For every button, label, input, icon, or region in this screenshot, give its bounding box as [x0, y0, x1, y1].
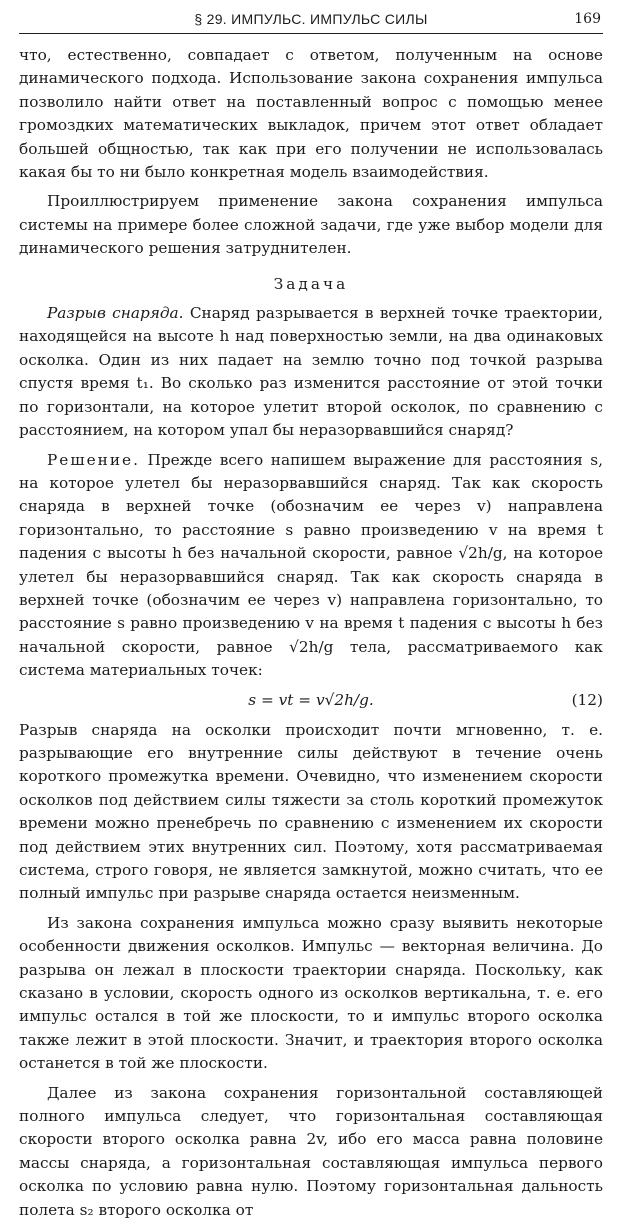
page-number: 169 [574, 11, 601, 27]
paragraph-conclusion: что, естественно, совпадает с ответом, полученным на основе динамического подхода. Использование закона сохранения импульса позволило найти ответ на поставленный вопрос с помощью менее громоздких математических выкладок, причем этот ответ обладает большей общностью, так как при его получении не использовалась какая бы то ни было конкретная модель взаимодействия. [19, 46, 603, 182]
paragraph-explosion: Разрыв снаряда на осколки происходит почти мгновенно, т. е. разрывающие его внутренние силы действуют в течение очень короткого промежутка времени. Очевидно, что изменением скорости осколков под действием силы тяжести за столь короткий промежуток времени можно пренебречь по сравнению с изменением их скорости под действием этих внутренних сил. Поэтому, хотя рассматриваемая система, строго говоря, не является замкнутой, можно считать, что ее полный импульс при разрыве снаряда остается неизменным. [19, 720, 603, 903]
solution-paragraph [19, 449, 603, 683]
equation-formula: s = vt = v√2h/g. [248, 690, 374, 709]
running-title: § 29. ИМПУЛЬС. ИМПУЛЬС СИЛЫ [194, 11, 428, 27]
equation-12 [19, 689, 603, 715]
page-header [19, 9, 603, 34]
paragraph-intro-problem: Проиллюстрируем применение закона сохранения импульса системы на примере более сложной задачи, где уже выбор модели для динамического решения затруднителен. [19, 192, 603, 258]
problem-statement [19, 302, 603, 442]
paragraph-momentum-vector: Из закона сохранения импульса можно сразу выявить некоторые особенности движения осколков. Импульс — векторная величина. До разрыва он лежал в плоскости траектории снаряда. Поскольку, как сказано в условии, скорость одного из осколков вертикальна, т. е. его импульс остался в той же плоскости, то и импульс второго осколка также лежит в этой плоскости. Значит, и траектория второго осколка останется в той же плоскости. [19, 913, 603, 1073]
problem-text: Снаряд разрывается в верхней точке траектории, находящейся на высоте h над поверхностью земли, на два одинаковых осколка. Один из них падает на землю точно под точкой разрыва спустя время t₁. Во сколько раз изменится расстояние от этой точки по горизонтали, на которое улетит второй осколок, по сравнению с расстоянием, на котором упал бы неразорвавшийся снаряд? [19, 304, 603, 440]
solution-label: Решение. [47, 450, 140, 469]
equation-number: (12) [571, 690, 603, 709]
solution-text: Прежде всего напишем выражение для расстояния s, на которое улетел бы неразорвавшийся снаряд. Так как скорость снаряда в верхней точке (обозначим ее через v) направлена горизонтально, то расстояние s равно произведению v на время t падения с высоты h без начальной скорости, равное √2h/g, на которое улетел бы неразорвавшийся снаряд. Так как скорость снаряда в верхней точке (обозначим ее через v) направлена горизонтально, то расстояние s равно произведению v на время t падения с высоты h без начальной скорости, равное √2h/g тела, рассматриваемого как система материальных точек: [19, 450, 603, 680]
paragraph-horizontal-component: Далее из закона сохранения горизонтальной составляющей полного импульса следует, что горизонтальная составляющая скорости второго осколка равна 2v, ибо его масса равна половине массы снаряда, а горизонтальная составляющая импульса первого осколка по условию равна нулю. Поэтому горизонтальная дальность полета s₂ второго осколка от [19, 1083, 603, 1219]
problem-title: Разрыв снаряда. [47, 304, 184, 323]
problem-heading: Задача [273, 274, 349, 293]
page-body [19, 44, 603, 1222]
